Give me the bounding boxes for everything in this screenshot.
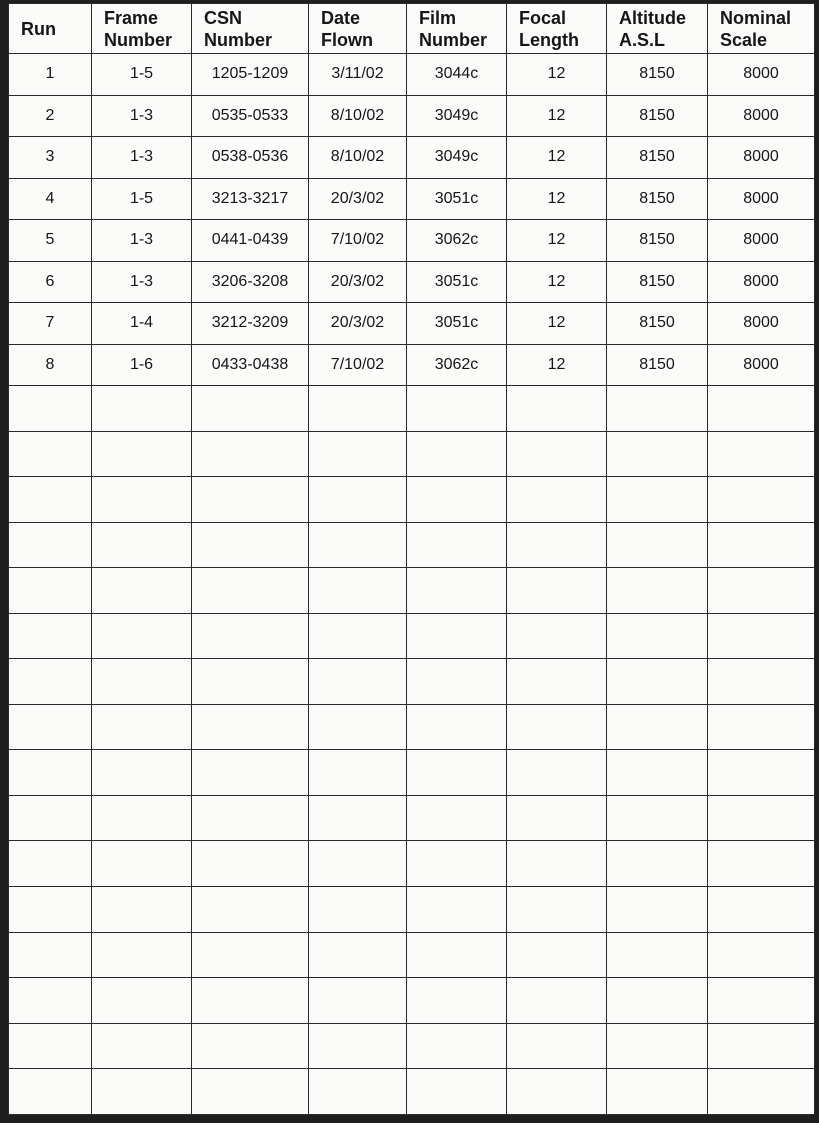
cell-frame: 1-4 xyxy=(92,303,192,345)
table-row xyxy=(9,178,815,220)
cell-altitude: 8150 xyxy=(607,178,708,220)
table-row xyxy=(9,303,815,345)
cell-date: 8/10/02 xyxy=(309,137,407,179)
empty-cell xyxy=(92,522,192,568)
cell-film: 3049c xyxy=(407,137,507,179)
cell-film: 3044c xyxy=(407,54,507,96)
flight-log-sheet xyxy=(8,3,814,1115)
empty-cell xyxy=(607,613,708,659)
empty-cell xyxy=(192,795,309,841)
empty-cell xyxy=(192,1023,309,1069)
empty-cell xyxy=(9,568,92,614)
empty-cell xyxy=(309,659,407,705)
empty-cell xyxy=(708,568,815,614)
cell-date: 20/3/02 xyxy=(309,178,407,220)
empty-cell xyxy=(407,932,507,978)
cell-focal: 12 xyxy=(507,344,607,386)
empty-cell xyxy=(407,750,507,796)
cell-altitude: 8150 xyxy=(607,261,708,303)
empty-cell xyxy=(309,978,407,1024)
header-date-flown: Date Flown xyxy=(309,4,407,54)
cell-csn: 0441-0439 xyxy=(192,220,309,262)
cell-film: 3062c xyxy=(407,220,507,262)
flight-run-table xyxy=(8,3,815,1115)
cell-film: 3051c xyxy=(407,303,507,345)
cell-frame: 1-3 xyxy=(92,137,192,179)
cell-date: 20/3/02 xyxy=(309,303,407,345)
empty-row xyxy=(9,522,815,568)
empty-cell xyxy=(9,431,92,477)
cell-film: 3062c xyxy=(407,344,507,386)
empty-cell xyxy=(607,386,708,432)
empty-cell xyxy=(309,841,407,887)
cell-scale: 8000 xyxy=(708,95,815,137)
cell-run: 3 xyxy=(9,137,92,179)
empty-cell xyxy=(507,568,607,614)
empty-row xyxy=(9,477,815,523)
empty-row xyxy=(9,978,815,1024)
empty-cell xyxy=(192,431,309,477)
empty-cell xyxy=(92,659,192,705)
cell-scale: 8000 xyxy=(708,344,815,386)
empty-cell xyxy=(192,978,309,1024)
empty-cell xyxy=(9,750,92,796)
empty-cell xyxy=(708,659,815,705)
empty-cell xyxy=(309,1023,407,1069)
cell-focal: 12 xyxy=(507,137,607,179)
empty-cell xyxy=(92,932,192,978)
empty-cell xyxy=(708,750,815,796)
empty-cell xyxy=(708,887,815,933)
empty-cell xyxy=(607,750,708,796)
empty-cell xyxy=(9,704,92,750)
empty-cell xyxy=(92,477,192,523)
empty-cell xyxy=(309,704,407,750)
cell-run: 6 xyxy=(9,261,92,303)
empty-cell xyxy=(607,932,708,978)
empty-cell xyxy=(92,1023,192,1069)
cell-date: 3/11/02 xyxy=(309,54,407,96)
empty-cell xyxy=(192,750,309,796)
empty-cell xyxy=(708,522,815,568)
empty-cell xyxy=(708,431,815,477)
empty-cell xyxy=(407,522,507,568)
table-row xyxy=(9,137,815,179)
empty-cell xyxy=(192,887,309,933)
cell-scale: 8000 xyxy=(708,137,815,179)
cell-altitude: 8150 xyxy=(607,220,708,262)
empty-cell xyxy=(309,887,407,933)
empty-cell xyxy=(407,795,507,841)
cell-csn: 0535-0533 xyxy=(192,95,309,137)
empty-cell xyxy=(607,522,708,568)
empty-cell xyxy=(708,704,815,750)
header-run: Run xyxy=(9,4,92,54)
empty-cell xyxy=(607,1023,708,1069)
header-nominal-scale: Nominal Scale xyxy=(708,4,815,54)
cell-csn: 3213-3217 xyxy=(192,178,309,220)
empty-row xyxy=(9,431,815,477)
empty-cell xyxy=(192,932,309,978)
cell-altitude: 8150 xyxy=(607,54,708,96)
empty-cell xyxy=(708,613,815,659)
table-row xyxy=(9,344,815,386)
empty-cell xyxy=(309,795,407,841)
empty-cell xyxy=(309,750,407,796)
empty-cell xyxy=(92,568,192,614)
cell-focal: 12 xyxy=(507,178,607,220)
cell-altitude: 8150 xyxy=(607,137,708,179)
cell-csn: 0538-0536 xyxy=(192,137,309,179)
empty-row xyxy=(9,1023,815,1069)
empty-cell xyxy=(309,613,407,659)
empty-cell xyxy=(192,613,309,659)
empty-cell xyxy=(507,795,607,841)
empty-cell xyxy=(92,431,192,477)
empty-cell xyxy=(9,659,92,705)
empty-cell xyxy=(9,613,92,659)
empty-cell xyxy=(607,704,708,750)
empty-cell xyxy=(407,978,507,1024)
empty-cell xyxy=(507,659,607,705)
empty-cell xyxy=(507,613,607,659)
empty-cell xyxy=(92,887,192,933)
cell-frame: 1-6 xyxy=(92,344,192,386)
empty-row xyxy=(9,887,815,933)
cell-focal: 12 xyxy=(507,261,607,303)
empty-cell xyxy=(92,613,192,659)
header-frame-number: Frame Number xyxy=(92,4,192,54)
empty-cell xyxy=(507,1023,607,1069)
empty-row xyxy=(9,386,815,432)
empty-cell xyxy=(507,841,607,887)
empty-cell xyxy=(407,887,507,933)
table-row xyxy=(9,54,815,96)
cell-date: 7/10/02 xyxy=(309,344,407,386)
empty-cell xyxy=(507,431,607,477)
cell-frame: 1-3 xyxy=(92,261,192,303)
table-row xyxy=(9,261,815,303)
header-row xyxy=(9,4,815,54)
cell-focal: 12 xyxy=(507,303,607,345)
header-csn-number: CSN Number xyxy=(192,4,309,54)
header-focal-length: Focal Length xyxy=(507,4,607,54)
empty-cell xyxy=(708,1023,815,1069)
empty-cell xyxy=(192,522,309,568)
empty-cell xyxy=(9,978,92,1024)
empty-cell xyxy=(708,841,815,887)
empty-cell xyxy=(309,1069,407,1115)
empty-cell xyxy=(407,1069,507,1115)
empty-cell xyxy=(407,704,507,750)
empty-cell xyxy=(9,477,92,523)
cell-scale: 8000 xyxy=(708,178,815,220)
empty-cell xyxy=(92,750,192,796)
cell-film: 3049c xyxy=(407,95,507,137)
empty-cell xyxy=(708,386,815,432)
empty-cell xyxy=(708,1069,815,1115)
empty-cell xyxy=(407,568,507,614)
cell-scale: 8000 xyxy=(708,54,815,96)
empty-cell xyxy=(92,841,192,887)
empty-cell xyxy=(507,704,607,750)
empty-cell xyxy=(192,659,309,705)
empty-cell xyxy=(407,841,507,887)
empty-cell xyxy=(92,1069,192,1115)
cell-run: 1 xyxy=(9,54,92,96)
cell-csn: 1205-1209 xyxy=(192,54,309,96)
empty-cell xyxy=(92,704,192,750)
cell-csn: 0433-0438 xyxy=(192,344,309,386)
cell-frame: 1-3 xyxy=(92,95,192,137)
empty-cell xyxy=(507,477,607,523)
empty-cell xyxy=(309,932,407,978)
empty-cell xyxy=(192,1069,309,1115)
empty-cell xyxy=(309,386,407,432)
empty-cell xyxy=(192,704,309,750)
empty-cell xyxy=(92,795,192,841)
empty-row xyxy=(9,704,815,750)
empty-cell xyxy=(507,522,607,568)
cell-frame: 1-5 xyxy=(92,54,192,96)
cell-scale: 8000 xyxy=(708,303,815,345)
empty-cell xyxy=(9,386,92,432)
empty-cell xyxy=(9,795,92,841)
cell-date: 7/10/02 xyxy=(309,220,407,262)
empty-cell xyxy=(607,477,708,523)
cell-frame: 1-5 xyxy=(92,178,192,220)
empty-cell xyxy=(708,477,815,523)
empty-cell xyxy=(708,932,815,978)
empty-row xyxy=(9,613,815,659)
empty-cell xyxy=(192,568,309,614)
cell-csn: 3212-3209 xyxy=(192,303,309,345)
empty-cell xyxy=(309,522,407,568)
empty-cell xyxy=(192,386,309,432)
empty-cell xyxy=(309,477,407,523)
empty-cell xyxy=(92,386,192,432)
table-row xyxy=(9,95,815,137)
empty-cell xyxy=(507,750,607,796)
empty-row xyxy=(9,568,815,614)
empty-row xyxy=(9,841,815,887)
empty-cell xyxy=(9,932,92,978)
empty-cell xyxy=(607,795,708,841)
empty-cell xyxy=(407,386,507,432)
empty-row xyxy=(9,1069,815,1115)
cell-run: 4 xyxy=(9,178,92,220)
empty-cell xyxy=(192,477,309,523)
empty-cell xyxy=(507,386,607,432)
empty-cell xyxy=(607,978,708,1024)
empty-cell xyxy=(708,795,815,841)
cell-run: 2 xyxy=(9,95,92,137)
empty-cell xyxy=(507,932,607,978)
empty-cell xyxy=(407,477,507,523)
empty-cell xyxy=(607,431,708,477)
cell-focal: 12 xyxy=(507,95,607,137)
cell-date: 20/3/02 xyxy=(309,261,407,303)
empty-cell xyxy=(607,1069,708,1115)
cell-altitude: 8150 xyxy=(607,344,708,386)
empty-cell xyxy=(607,659,708,705)
empty-cell xyxy=(407,1023,507,1069)
empty-row xyxy=(9,932,815,978)
empty-cell xyxy=(407,431,507,477)
header-film-number: Film Number xyxy=(407,4,507,54)
header-altitude-asl: Altitude A.S.L xyxy=(607,4,708,54)
empty-cell xyxy=(9,841,92,887)
empty-cell xyxy=(309,431,407,477)
empty-cell xyxy=(9,1069,92,1115)
cell-altitude: 8150 xyxy=(607,95,708,137)
cell-scale: 8000 xyxy=(708,220,815,262)
cell-csn: 3206-3208 xyxy=(192,261,309,303)
cell-film: 3051c xyxy=(407,178,507,220)
empty-cell xyxy=(407,659,507,705)
cell-run: 7 xyxy=(9,303,92,345)
empty-cell xyxy=(708,978,815,1024)
empty-cell xyxy=(9,522,92,568)
cell-run: 8 xyxy=(9,344,92,386)
cell-frame: 1-3 xyxy=(92,220,192,262)
cell-date: 8/10/02 xyxy=(309,95,407,137)
empty-cell xyxy=(9,1023,92,1069)
table-row xyxy=(9,220,815,262)
empty-row xyxy=(9,795,815,841)
empty-cell xyxy=(507,1069,607,1115)
empty-row xyxy=(9,659,815,705)
cell-focal: 12 xyxy=(507,220,607,262)
cell-altitude: 8150 xyxy=(607,303,708,345)
empty-cell xyxy=(607,568,708,614)
empty-cell xyxy=(192,841,309,887)
empty-cell xyxy=(9,887,92,933)
cell-scale: 8000 xyxy=(708,261,815,303)
empty-row xyxy=(9,750,815,796)
cell-film: 3051c xyxy=(407,261,507,303)
cell-focal: 12 xyxy=(507,54,607,96)
empty-cell xyxy=(92,978,192,1024)
empty-cell xyxy=(607,841,708,887)
empty-cell xyxy=(309,568,407,614)
empty-cell xyxy=(407,613,507,659)
empty-cell xyxy=(507,887,607,933)
empty-cell xyxy=(607,887,708,933)
cell-run: 5 xyxy=(9,220,92,262)
empty-cell xyxy=(507,978,607,1024)
